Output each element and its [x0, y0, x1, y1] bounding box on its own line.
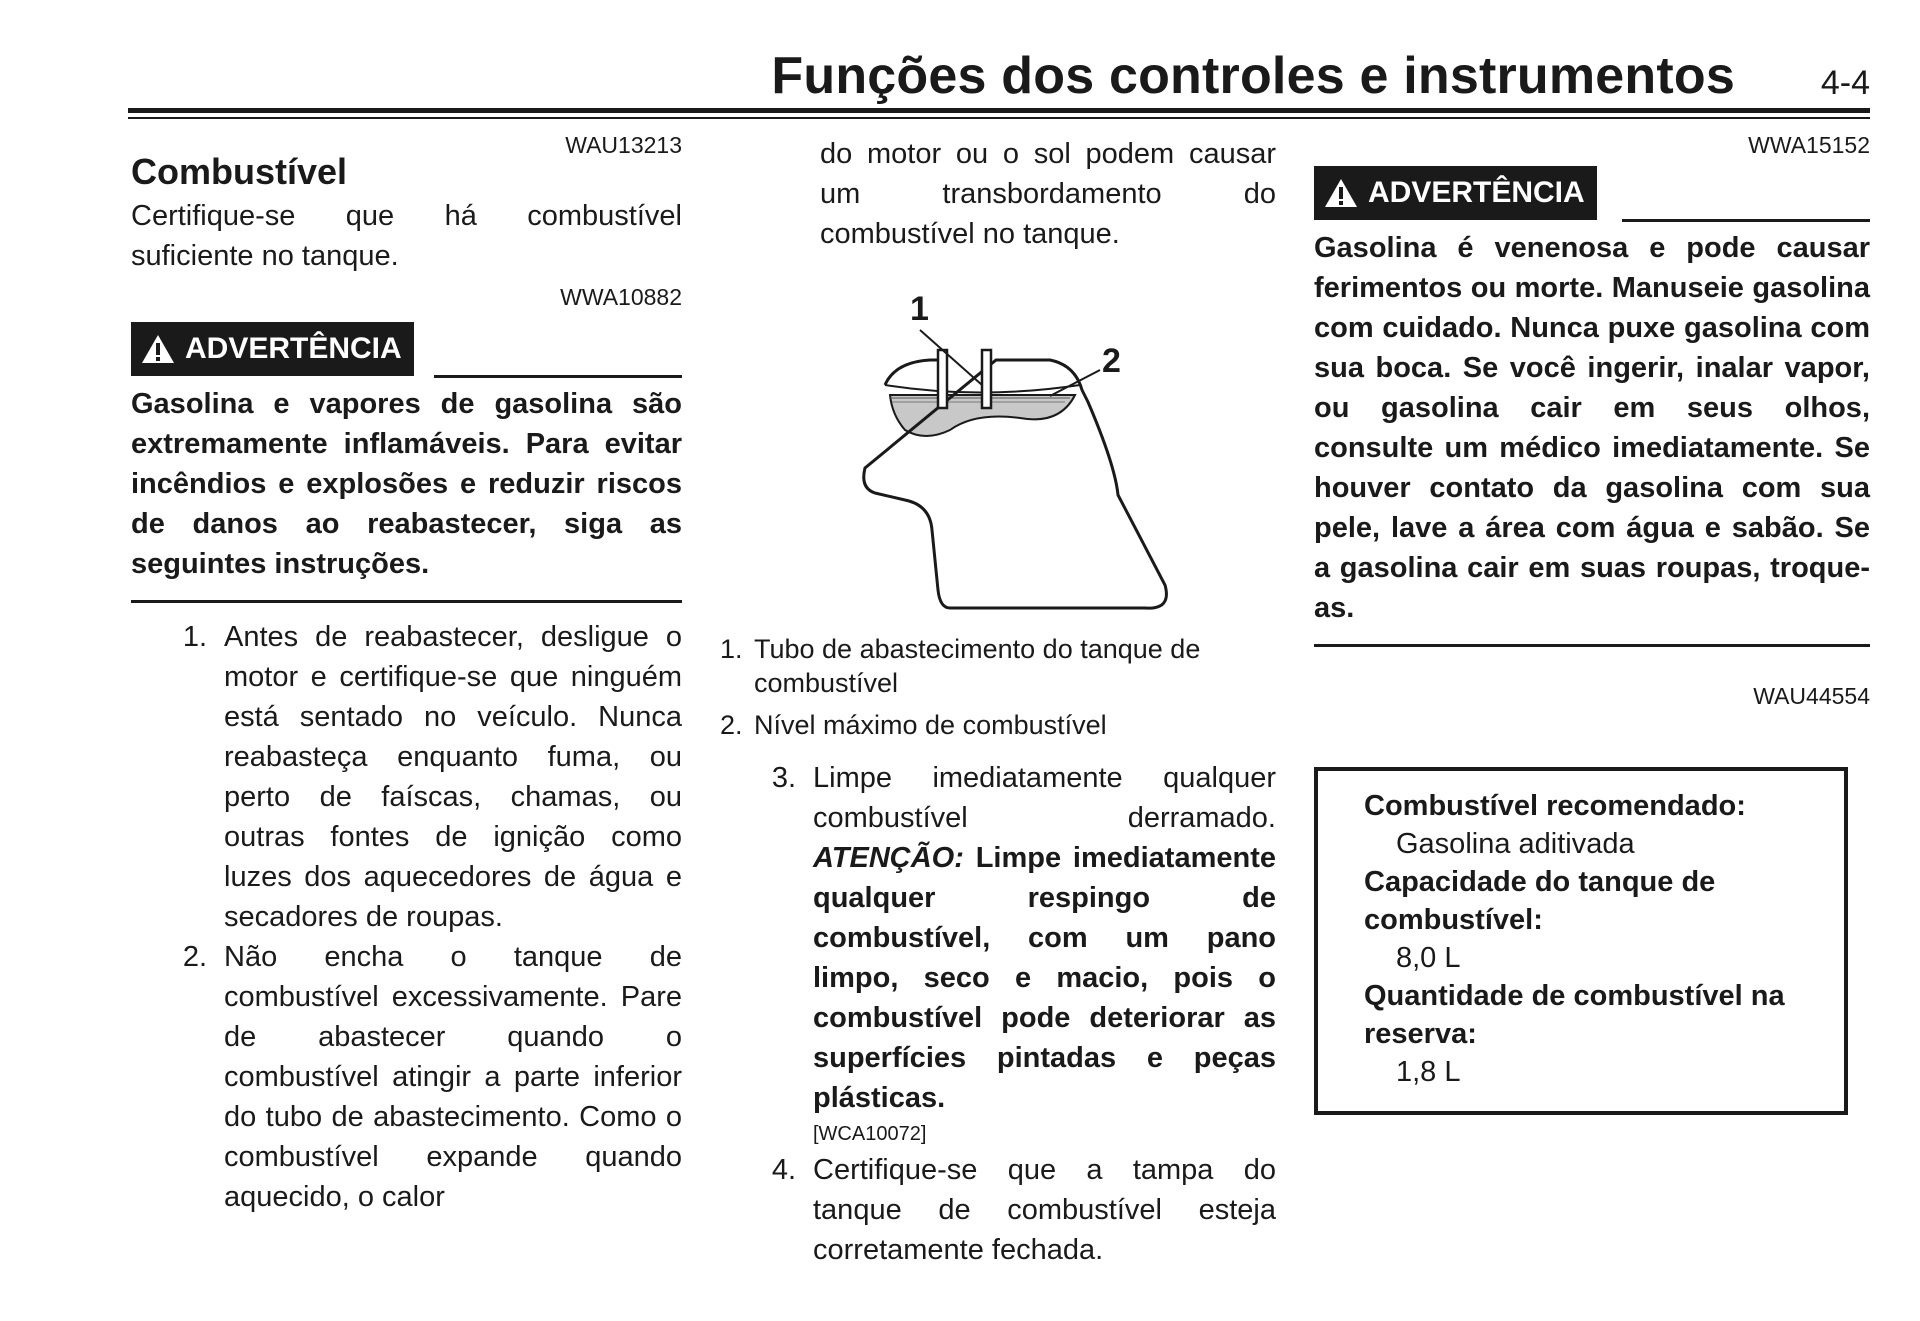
figure-captions	[720, 632, 1276, 742]
instruction-list-continued	[720, 758, 1276, 1270]
warning-label	[1314, 166, 1597, 220]
warning-label-text: ADVERTÊNCIA	[1368, 176, 1585, 209]
warning-triangle-icon	[1324, 178, 1358, 208]
list-text: Certifique-se que a tampa do tanque de combustível esteja corretamente fechada.	[813, 1154, 1276, 1266]
attention-code: [WCA10072]	[813, 1123, 927, 1145]
list-number: 1.	[182, 621, 207, 653]
list-item	[720, 1150, 1276, 1270]
list-number: 2.	[182, 941, 207, 973]
header-rule-thin	[128, 117, 1870, 119]
list-item	[720, 758, 1276, 1150]
spec-label: Combustível recomendado:	[1364, 790, 1746, 822]
intro-text: Certifique-se que há combustível suficiente no tanque.	[131, 200, 682, 272]
spec-label: Quantidade de combustível na reserva:	[1364, 980, 1785, 1050]
attention-text: Limpe imediatamente qualquer respingo de combustível, com um pano limpo, seco e macio, pois o combustível pode deteriorar as superfícies pintadas e peças plásticas.	[813, 842, 1277, 1114]
warning-end-rule	[1314, 644, 1870, 647]
page-header	[128, 46, 1870, 126]
fuel-tank-figure	[720, 290, 1276, 638]
caption-item	[720, 632, 1276, 700]
warning-text: Gasolina é venenosa e pode causar ferimentos ou morte. Manuseie gasolina com cuidado. Nunca puxe gasolina com sua boca. Se você ingerir, inalar vapor, ou gasolina cair em seus olhos, consulte um médico imediatamente. Se houver contato da gasolina com sua pele, lave a área com água e sabão. Se a gasolina cair em suas roupas, troque-as.	[1314, 232, 1870, 624]
figure-callout-1: 1	[910, 290, 929, 328]
continued-text: do motor ou o sol podem causar um transbordamento do combustível no tanque.	[820, 138, 1276, 250]
section-title: Combustível	[131, 151, 348, 192]
list-number: 4.	[771, 1154, 796, 1186]
column-right	[1314, 130, 1870, 1115]
spec-value: 8,0 L	[1396, 942, 1461, 974]
warning-rule	[1622, 219, 1870, 222]
spec-value: Gasolina aditivada	[1396, 828, 1635, 860]
header-rule	[128, 108, 1870, 113]
warning-text: Gasolina e vapores de gasolina são extremamente inflamáveis. Para evitar incêndios e explosões e reduzir riscos de danos ao reabastecer, siga as seguintes instruções.	[131, 388, 682, 580]
caption-number: 2.	[720, 710, 743, 740]
warning-label-text: ADVERTÊNCIA	[185, 332, 402, 365]
warning-header	[1314, 166, 1870, 224]
warning-rule	[434, 375, 682, 378]
list-text	[813, 758, 1276, 1150]
page-title: Funções dos controles e instrumentos	[771, 47, 1735, 105]
caption-item	[720, 708, 1276, 742]
doc-code: WAU44554	[1753, 683, 1870, 709]
warning-triangle-icon	[141, 334, 175, 364]
list-item	[131, 617, 682, 937]
spec-value: 1,8 L	[1396, 1056, 1461, 1088]
spec-label: Capacidade do tanque de combustível:	[1364, 866, 1716, 936]
warning-header	[131, 322, 682, 380]
list-text: Antes de reabastecer, desligue o motor e certifique-se que ninguém está sentado no veículo. Nunca reabasteça enquanto fuma, ou perto de faíscas, chamas, ou outras fontes de ignição como luzes dos aquecedores de água e secadores de roupas.	[224, 621, 682, 933]
column-left	[131, 130, 682, 1217]
instruction-list	[131, 617, 682, 1217]
doc-code: WAU13213	[565, 132, 682, 158]
fuel-spec-box	[1314, 767, 1848, 1115]
column-middle	[720, 134, 1276, 1270]
caption-number: 1.	[720, 634, 743, 664]
attention-label: ATENÇÃO:	[813, 842, 964, 874]
fuel-tank-illustration	[720, 290, 1276, 638]
page-number: 4-4	[1820, 64, 1870, 102]
figure-callout-2: 2	[1102, 342, 1121, 380]
list-item	[131, 937, 682, 1217]
doc-code: WWA15152	[1748, 132, 1870, 158]
list-text: Não encha o tanque de combustível excessivamente. Pare de abastecer quando o combustível atingir a parte inferior do tubo de abastecimento. Como o combustível expande quando aquecido, o calor	[224, 941, 682, 1213]
warning-label	[131, 322, 414, 376]
warning-end-rule	[131, 600, 682, 603]
caption-text: Nível máximo de combustível	[754, 710, 1107, 740]
caption-text: Tubo de abastecimento do tanque de combustível	[754, 634, 1201, 698]
step3-text: Limpe imediatamente qualquer combustível derramado.	[813, 762, 1276, 834]
doc-code: WWA10882	[560, 284, 682, 310]
list-number: 3.	[771, 762, 796, 794]
